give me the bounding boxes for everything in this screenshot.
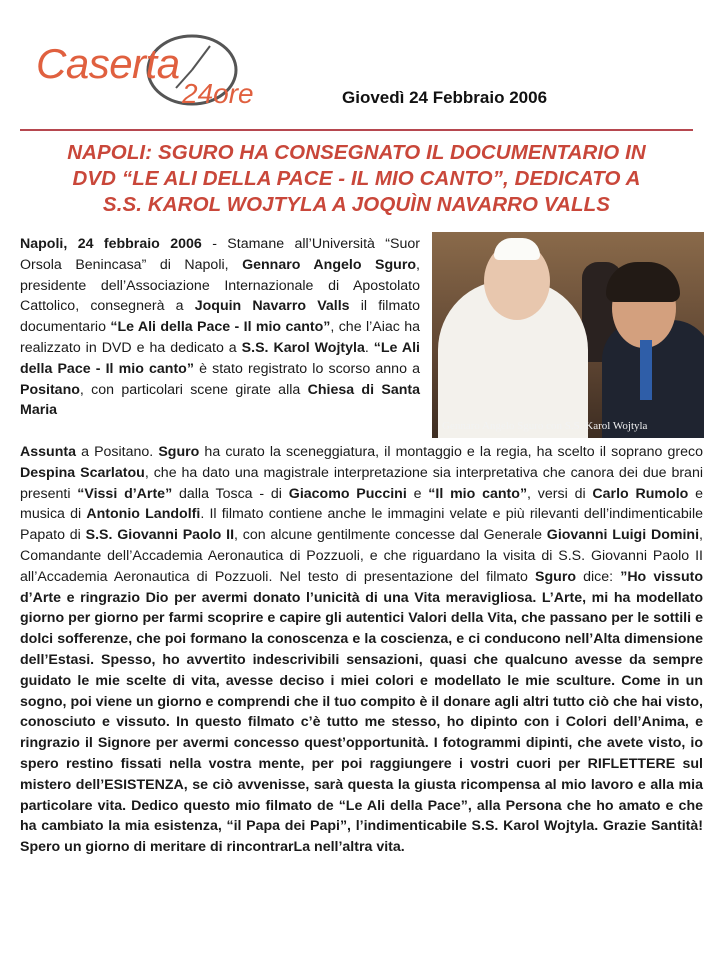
issue-date: Giovedì 24 Febbraio 2006 xyxy=(342,88,548,107)
body-bold: Carlo Rumolo xyxy=(592,485,689,502)
body-bold: Giacomo Puccini xyxy=(288,485,407,502)
body-bold: Gennaro Angelo Sguro xyxy=(242,256,417,273)
body-text: e xyxy=(406,485,429,502)
body-bold: Despina Scarlatou xyxy=(20,464,145,481)
body-text: , versi di xyxy=(527,485,593,502)
body-text: dice: xyxy=(576,568,621,585)
body-bold: Positano xyxy=(20,381,80,398)
photo-man-tie xyxy=(640,340,652,400)
body-bold: “Le Ali della Pace - Il mio canto” xyxy=(20,339,420,377)
dateline: Napoli, 24 febbraio 2006 xyxy=(20,236,202,252)
body-bold: “Vissi d’Arte” xyxy=(77,485,173,502)
body-text: è stato registrato lo scorso anno a xyxy=(193,360,420,377)
body-bold: Sguro xyxy=(535,568,577,585)
headline-line-1: NAPOLI: SGURO HA CONSEGNATO IL DOCUMENTARIO IN xyxy=(67,141,646,164)
body-bold: Chiesa di Santa Maria xyxy=(20,381,420,419)
body-bold: Assunta xyxy=(20,444,76,460)
article-body xyxy=(20,442,703,858)
body-text: il filmato documentario xyxy=(20,298,420,336)
body-bold: “Il mio canto” xyxy=(428,485,528,502)
caserta24ore-logo xyxy=(30,26,290,116)
headline-line-3: S.S. KAROL WOJTYLA A JOQUÌN NAVARRO VALLS xyxy=(102,193,611,216)
logo-subtitle: 24ore xyxy=(182,78,254,109)
body-text: , presidente dell’Associazione Internazionale di Apostolato Cattolico, consegnerà a xyxy=(20,256,420,315)
body-bold: Sguro xyxy=(158,444,200,460)
logo-wordmark: Caserta xyxy=(36,40,180,87)
body-text: . xyxy=(364,339,374,356)
body-bold: Joquin Navarro Valls xyxy=(194,298,350,315)
headline-line-2: DVD “LE ALI DELLA PACE - IL MIO CANTO”, DEDICATO A xyxy=(72,167,641,190)
body-text: . Il filmato contiene anche le immagini velate e più rilevanti dell’indimenticabile Papato di xyxy=(20,506,703,544)
body-text: ha curato la sceneggiatura, il montaggio e la regia, ha scelto il soprano greco xyxy=(199,444,703,460)
body-text: e musica di xyxy=(20,485,704,523)
sguro-quote: ”Ho vissuto d’Arte e ringrazio Dio per avermi donato l’unicità di una Vita meravigliosa. L’Arte, mi ha modellato giorno per giorno per farmi scoprire e capire gli autentici Valori della Vita, che passano per le sottili e dolci sofferenze, che poi formano la conoscenza e la coscienza, e ci conducono nell’Alta dimensione dell’Estasi. Spesso, ho avvertito indescrivibili sensazioni, quasi che qualcuno avesse da sempre guidato le mie scelte di vita, avesse deciso i miei colori e modellato le mie sculture. Come in un sogno, poi viene un giorno e comprendi che il tuo compito è il donare agli altri tutto ciò che hai visto, conosciuto e vissuto. In questo filmato c’è tutto me stesso, ho dipinto con i Colori dell’Anima, e ringrazio il Signore per avermi concesso quest’opportunità. I fotogrammi dipinti, che avete visto, io spero restino fissati nella vostra mente, per poi raggiungere i vostri cuori per RIFLETTERE sul mistero dell’ESISTENZA, se ciò avvenisse, sarà questa la giusta ricompensa al mio lavoro e alla mia particolare vita. Dedico questo mio filmato de “Le Ali della Pace”, alla Persona che ho amato e che ha cambiato la mia esistenza, “il Papa dei Papi”, l’indimenticabile S.S. Karol Wojtyla. Grazie Santità! Spero un giorno di meritare di rincontrarLa nell’altra vita. xyxy=(20,568,703,856)
body-text: , con alcune gentilmente concesse dal Generale xyxy=(234,527,547,544)
body-text: , con particolari scene girate alla xyxy=(79,381,308,398)
body-bold: S.S. Karol Wojtyla xyxy=(241,339,365,356)
body-bold: “Le Ali della Pace - Il mio canto” xyxy=(110,319,331,336)
body-text: a Positano. xyxy=(75,444,159,460)
photo-zucchetto xyxy=(494,238,540,260)
body-text: , Comandante dell’Accademia Aeronautica di Pozzuoli, e che riguardano la visita di S.S. Giovanni Paolo II all’Accademia Aeronautica di Pozzuoli. Nel testo di presentazione del filmato xyxy=(20,527,703,585)
body-bold: Giovanni Luigi Domini xyxy=(546,527,700,544)
article-intro-column xyxy=(20,234,420,421)
photo-caption: Gennaro Angelo Sguro con S.S. Karol Wojtyla xyxy=(442,420,648,432)
article-photo xyxy=(432,232,704,438)
body-text: - Stamane all’Università “Suor Orsola Benincasa” di Napoli, xyxy=(20,236,420,273)
body-bold: Antonio Landolfi xyxy=(86,506,201,523)
header-divider xyxy=(20,129,693,131)
body-text: , che ha dato una magistrale interpretazione sia interpretativa che canora dei due brani presenti xyxy=(20,464,703,502)
article-headline xyxy=(20,140,693,218)
body-bold: S.S. Giovanni Paolo II xyxy=(85,527,235,544)
body-text: dalla Tosca - di xyxy=(172,485,289,502)
body-text: , che l’Aiac ha realizzato in DVD e ha dedicato a xyxy=(20,319,421,356)
